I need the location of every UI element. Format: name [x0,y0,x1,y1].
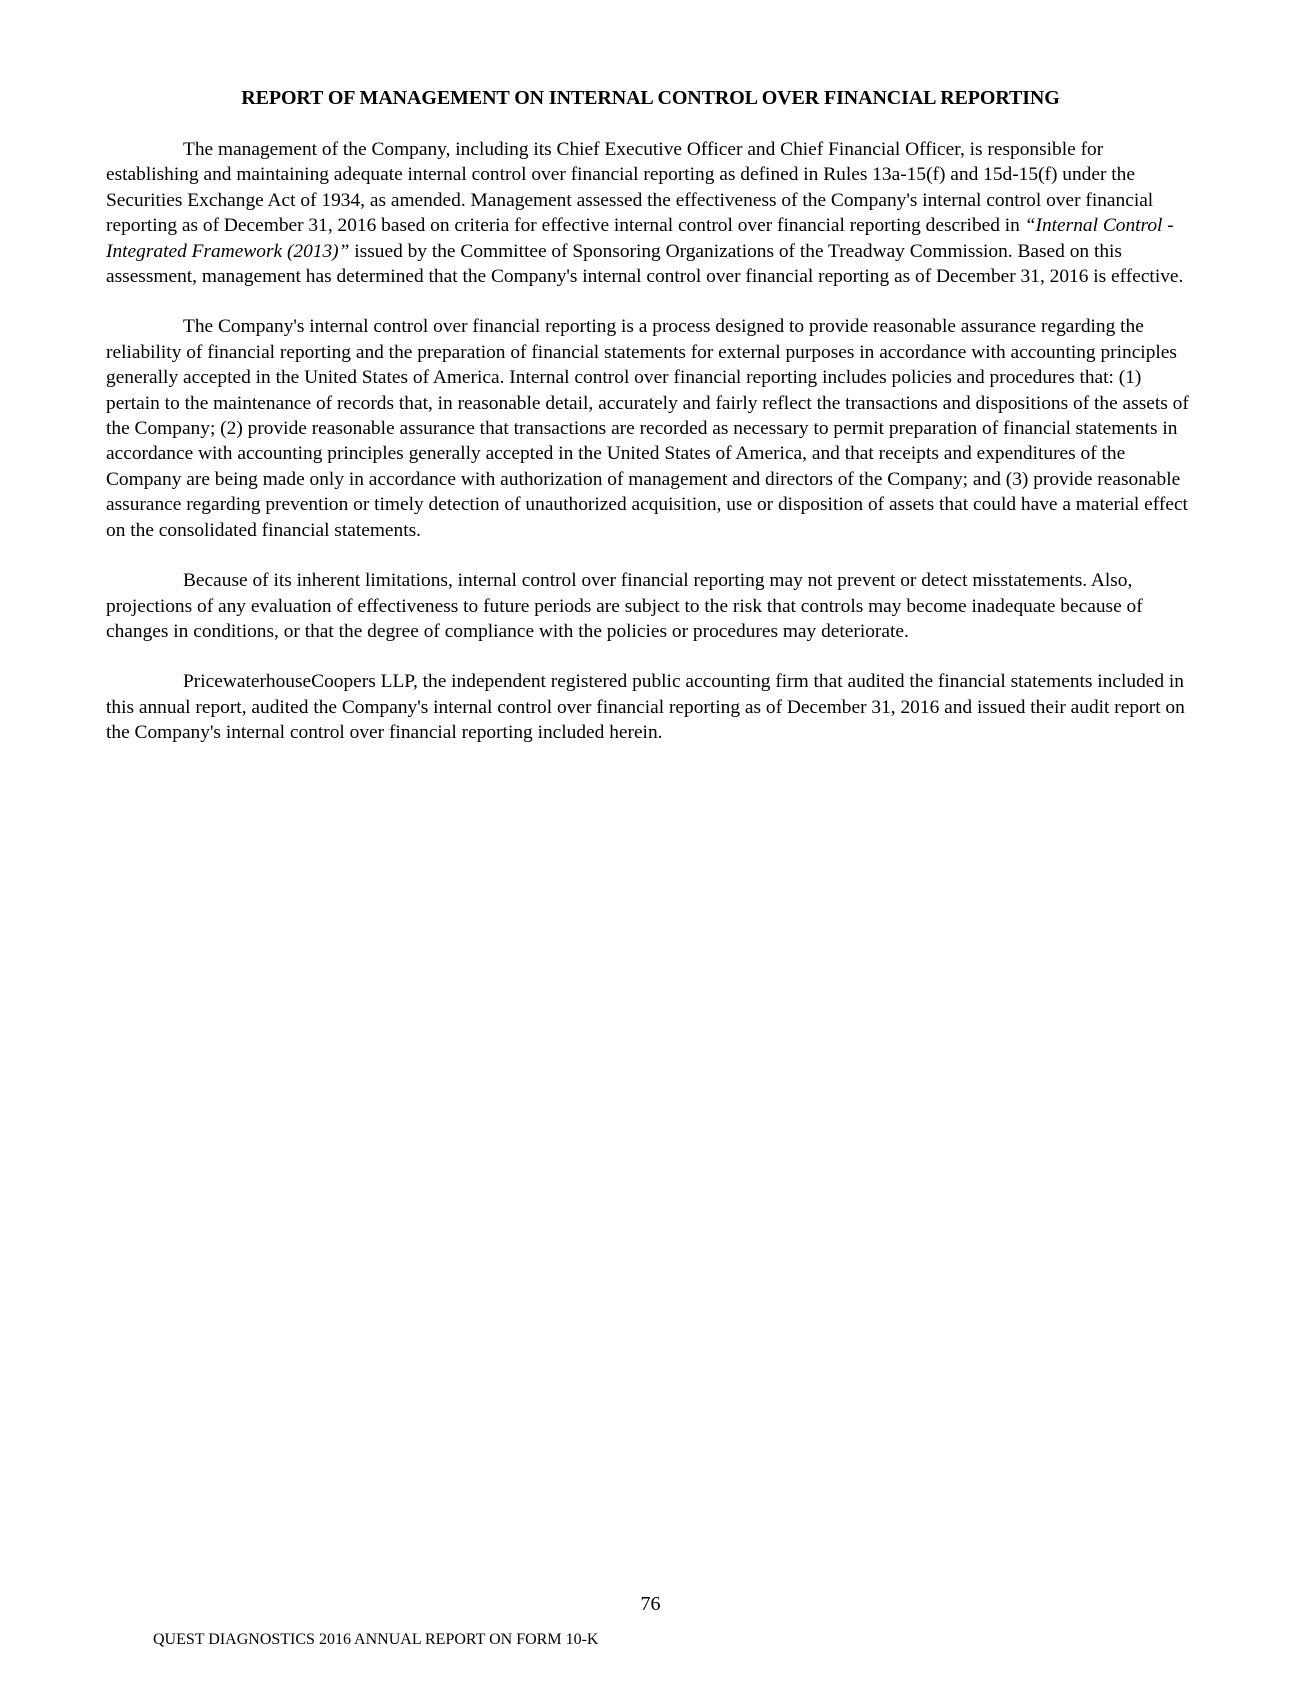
page-number: 76 [640,1593,661,1615]
paragraph-auditor-report: PricewaterhouseCoopers LLP, the independent registered public accounting firm that audited the financial statements included in this annual report, audited the Company's internal control over financial reporting as of December 31, 2016 and issued their audit report on the Company's internal control over financial reporting included herein. [106,671,1185,744]
report-title: REPORT OF MANAGEMENT ON INTERNAL CONTROL OVER FINANCIAL REPORTING [241,87,1060,109]
framework-title-italic: “Internal Control - Integrated Framework (2013)” [106,215,1174,262]
paragraph-1-text-start: The management of the Company, including its Chief Executive Officer and Chief Financial Officer, is responsible for establishing and maintaining adequate internal control over financial reporting as defined in Rules 13a-15(f) and 15d-15(f) under the Securities Exchange Act of 1934, as amended. Management assessed the effectiveness of the Company's internal control over financial reporting as of December 31, 2016 based on criteria for effective internal control over financial reporting described in [106,139,1154,237]
report-body [106,137,1196,771]
footer-text: QUEST DIAGNOSTICS 2016 ANNUAL REPORT ON FORM 10-K [153,1631,599,1648]
paragraph-management-responsibility [106,137,1196,289]
paragraph-1-text-end: issued by the Committee of Sponsoring Organizations of the Treadway Commission. Based on this assessment, management has determined that the Company's internal control over financial reporting as of December 31, 2016 is effective. [106,240,1184,288]
paragraph-inherent-limitations: Because of its inherent limitations, internal control over financial reporting may not prevent or detect misstatements. Also, projections of any evaluation of effectiveness to future periods are subject to the risk that controls may become inadequate because of changes in conditions, or that the degree of compliance with the policies or procedures may deteriorate. [106,570,1143,642]
paragraph-control-definition: The Company's internal control over financial reporting is a process designed to provide reasonable assurance regarding the reliability of financial reporting and the preparation of financial statements for external purposes in accordance with accounting principles generally accepted in the United States of America. Internal control over financial reporting includes policies and procedures that: (1) pertain to the maintenance of records that, in reasonable detail, accurately and fairly reflect the transactions and dispositions of the assets of the Company; (2) provide reasonable assurance that transactions are recorded as necessary to permit preparation of financial statements in accordance with accounting principles generally accepted in the United States of America, and that receipts and expenditures of the Company are being made only in accordance with authorization of management and directors of the Company; and (3) provide reasonable assurance regarding prevention or timely detection of unauthorized acquisition, use or disposition of assets that could have a material effect on the consolidated financial statements. [106,316,1189,541]
